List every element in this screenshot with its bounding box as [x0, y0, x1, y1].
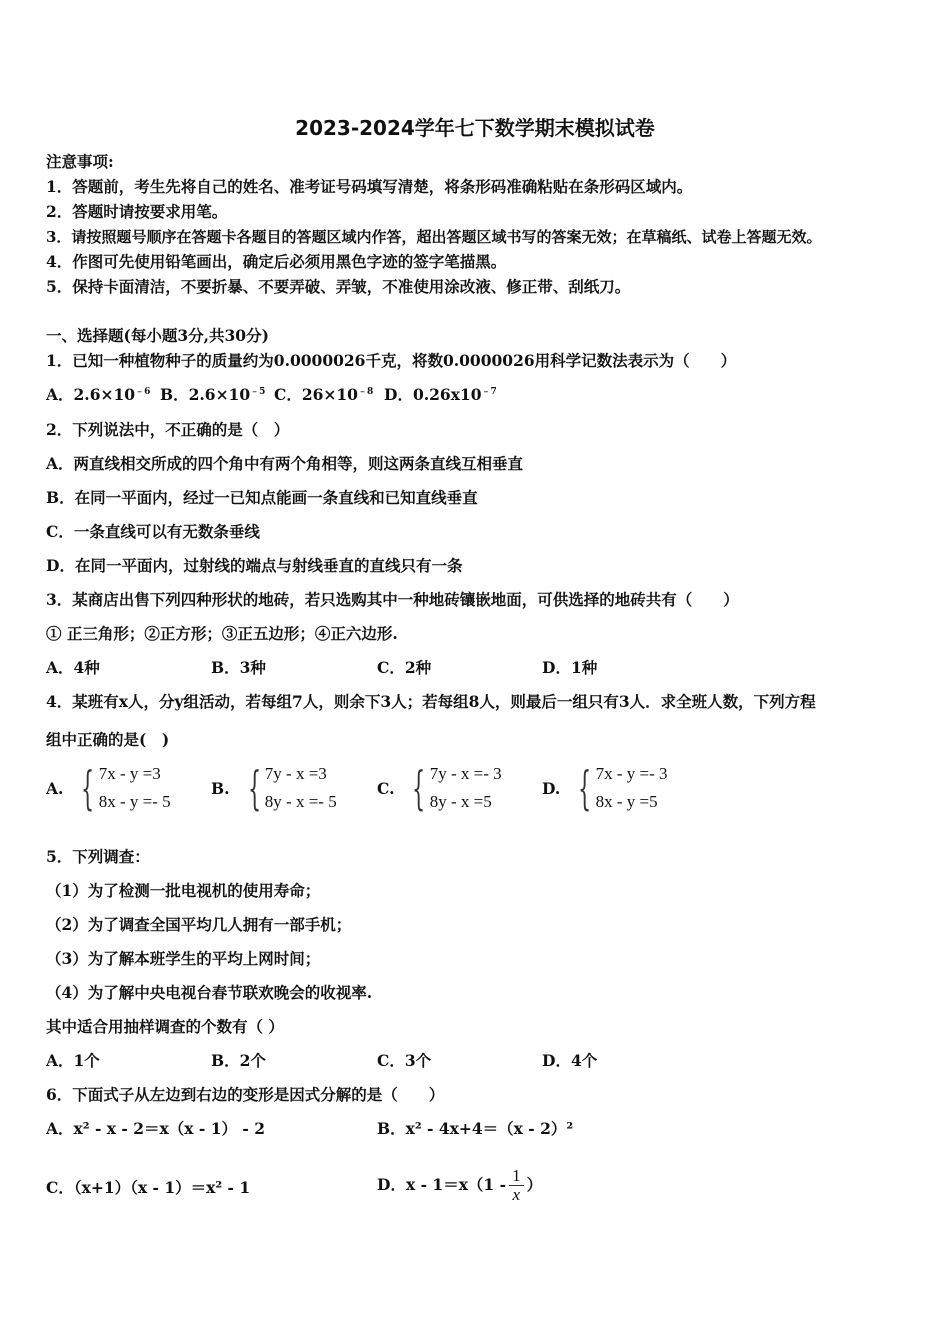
- q5-option-b: B．2个: [211, 1051, 266, 1070]
- q6-option-d: D．x - 1＝x（1 - $\frac{1}{x}$ ）: [377, 1165, 543, 1204]
- q2-option-c: C．一条直线可以有无数条垂线: [46, 522, 260, 541]
- q1-option-b: B．$2.6\times 10^{﹣5}$: [160, 385, 266, 404]
- q6-stem: 6．下面式子从左边到右边的变形是因式分解的是（ ）: [46, 1085, 445, 1104]
- notice-item-1: 1．答题前，考生先将自己的姓名、准考证号码填写清楚，将条形码准确粘贴在条形码区域内。: [46, 177, 693, 196]
- q3-option-a: A．4种: [46, 658, 100, 677]
- q6-fraction: $\frac{1}{x}$: [509, 1167, 524, 1204]
- q5-option-d: D．4个: [542, 1051, 598, 1070]
- page-title: 2023-2024学年七下数学期末模拟试卷: [295, 116, 655, 140]
- q5-item-4: （4）为了解中央电视台春节联欢晚会的收视率.: [46, 983, 373, 1002]
- q1-option-a: A．$2.6\times 10^{﹣6}$: [46, 385, 151, 404]
- q6-option-b: B．x² - 4x+4＝（x - 2）²: [377, 1119, 574, 1138]
- q5-question: 其中适合用抽样调查的个数有（ ）: [46, 1017, 284, 1036]
- notice-item-4: 4．作图可先使用铅笔画出，确定后必须用黑色字迹的签字笔描黑。: [46, 252, 507, 271]
- q5-item-2: （2）为了调查全国平均几人拥有一部手机；: [46, 915, 352, 934]
- q3-option-b: B．3种: [211, 658, 266, 677]
- q1-option-c: C．$26\times 10^{﹣8}$: [274, 385, 374, 404]
- notice-item-2: 2．答题时请按要求用笔。: [46, 202, 228, 221]
- q4-stem-line2: 组中正确的是( ): [46, 730, 170, 749]
- q3-stem: 3．某商店出售下列四种形状的地砖，若只选购其中一种地砖镶嵌地面，可供选择的地砖共有（ ）: [46, 590, 739, 609]
- q2-stem: 2．下列说法中，不正确的是（ ）: [46, 420, 290, 439]
- q5-item-1: （1）为了检测一批电视机的使用寿命；: [46, 881, 321, 900]
- q2-option-b: B．在同一平面内，经过一已知点能画一条直线和已知直线垂直: [46, 488, 478, 507]
- q4-option-a: A. { 7x - y =3 8x - y =- 5: [46, 761, 171, 815]
- q5-item-3: （3）为了解本班学生的平均上网时间；: [46, 949, 321, 968]
- notice-item-3: 3．请按照题号顺序在答题卡各题目的答题区域内作答，超出答题区域书写的答案无效；在草稿纸、试卷上答题无效。: [46, 228, 822, 246]
- q6-option-a: A．x² - x - 2＝x（x - 1） - 2: [46, 1119, 266, 1138]
- q4-stem-line1: 4．某班有x人，分y组活动，若每组7人，则余下3人；若每组8人，则最后一组只有3人．求全班人数，下列方程: [46, 692, 816, 711]
- notice-item-5: 5．保持卡面清洁，不要折暴、不要弄破、弄皱，不准使用涂改液、修正带、刮纸刀。: [46, 277, 631, 296]
- q5-option-a: A．1个: [46, 1051, 100, 1070]
- q4-option-d: D. { 7x - y =- 3 8x - y =5: [542, 761, 668, 815]
- q3-option-c: C．2种: [377, 658, 432, 677]
- notice-heading: 注意事项:: [46, 152, 114, 171]
- q2-option-d: D．在同一平面内，过射线的端点与射线垂直的直线只有一条: [46, 556, 463, 575]
- q1-stem: 1．已知一种植物种子的质量约为0.0000026千克，将数0.0000026用科学记数法表示为（ ）: [46, 351, 737, 370]
- q2-option-a: A．两直线相交所成的四个角中有两个角相等，则这两条直线互相垂直: [46, 454, 524, 473]
- q5-option-c: C．3个: [377, 1051, 432, 1070]
- q4-option-c: C. { 7y - x =- 3 8y - x =5: [377, 761, 502, 815]
- q4-option-b: B. { 7y - x =3 8y - x =- 5: [211, 761, 337, 815]
- q1-option-d: D．$0.26x10^{﹣7}$: [384, 385, 497, 404]
- q3-shapes: ① 正三角形；②正方形；③正五边形；④正六边形.: [46, 624, 398, 643]
- q5-stem: 5．下列调查：: [46, 847, 150, 866]
- section-heading: 一、选择题(每小题3分,共30分): [46, 326, 269, 345]
- q6-option-c: C．（x+1）（x - 1）＝x² - 1: [46, 1178, 251, 1197]
- q3-option-d: D．1种: [542, 658, 598, 677]
